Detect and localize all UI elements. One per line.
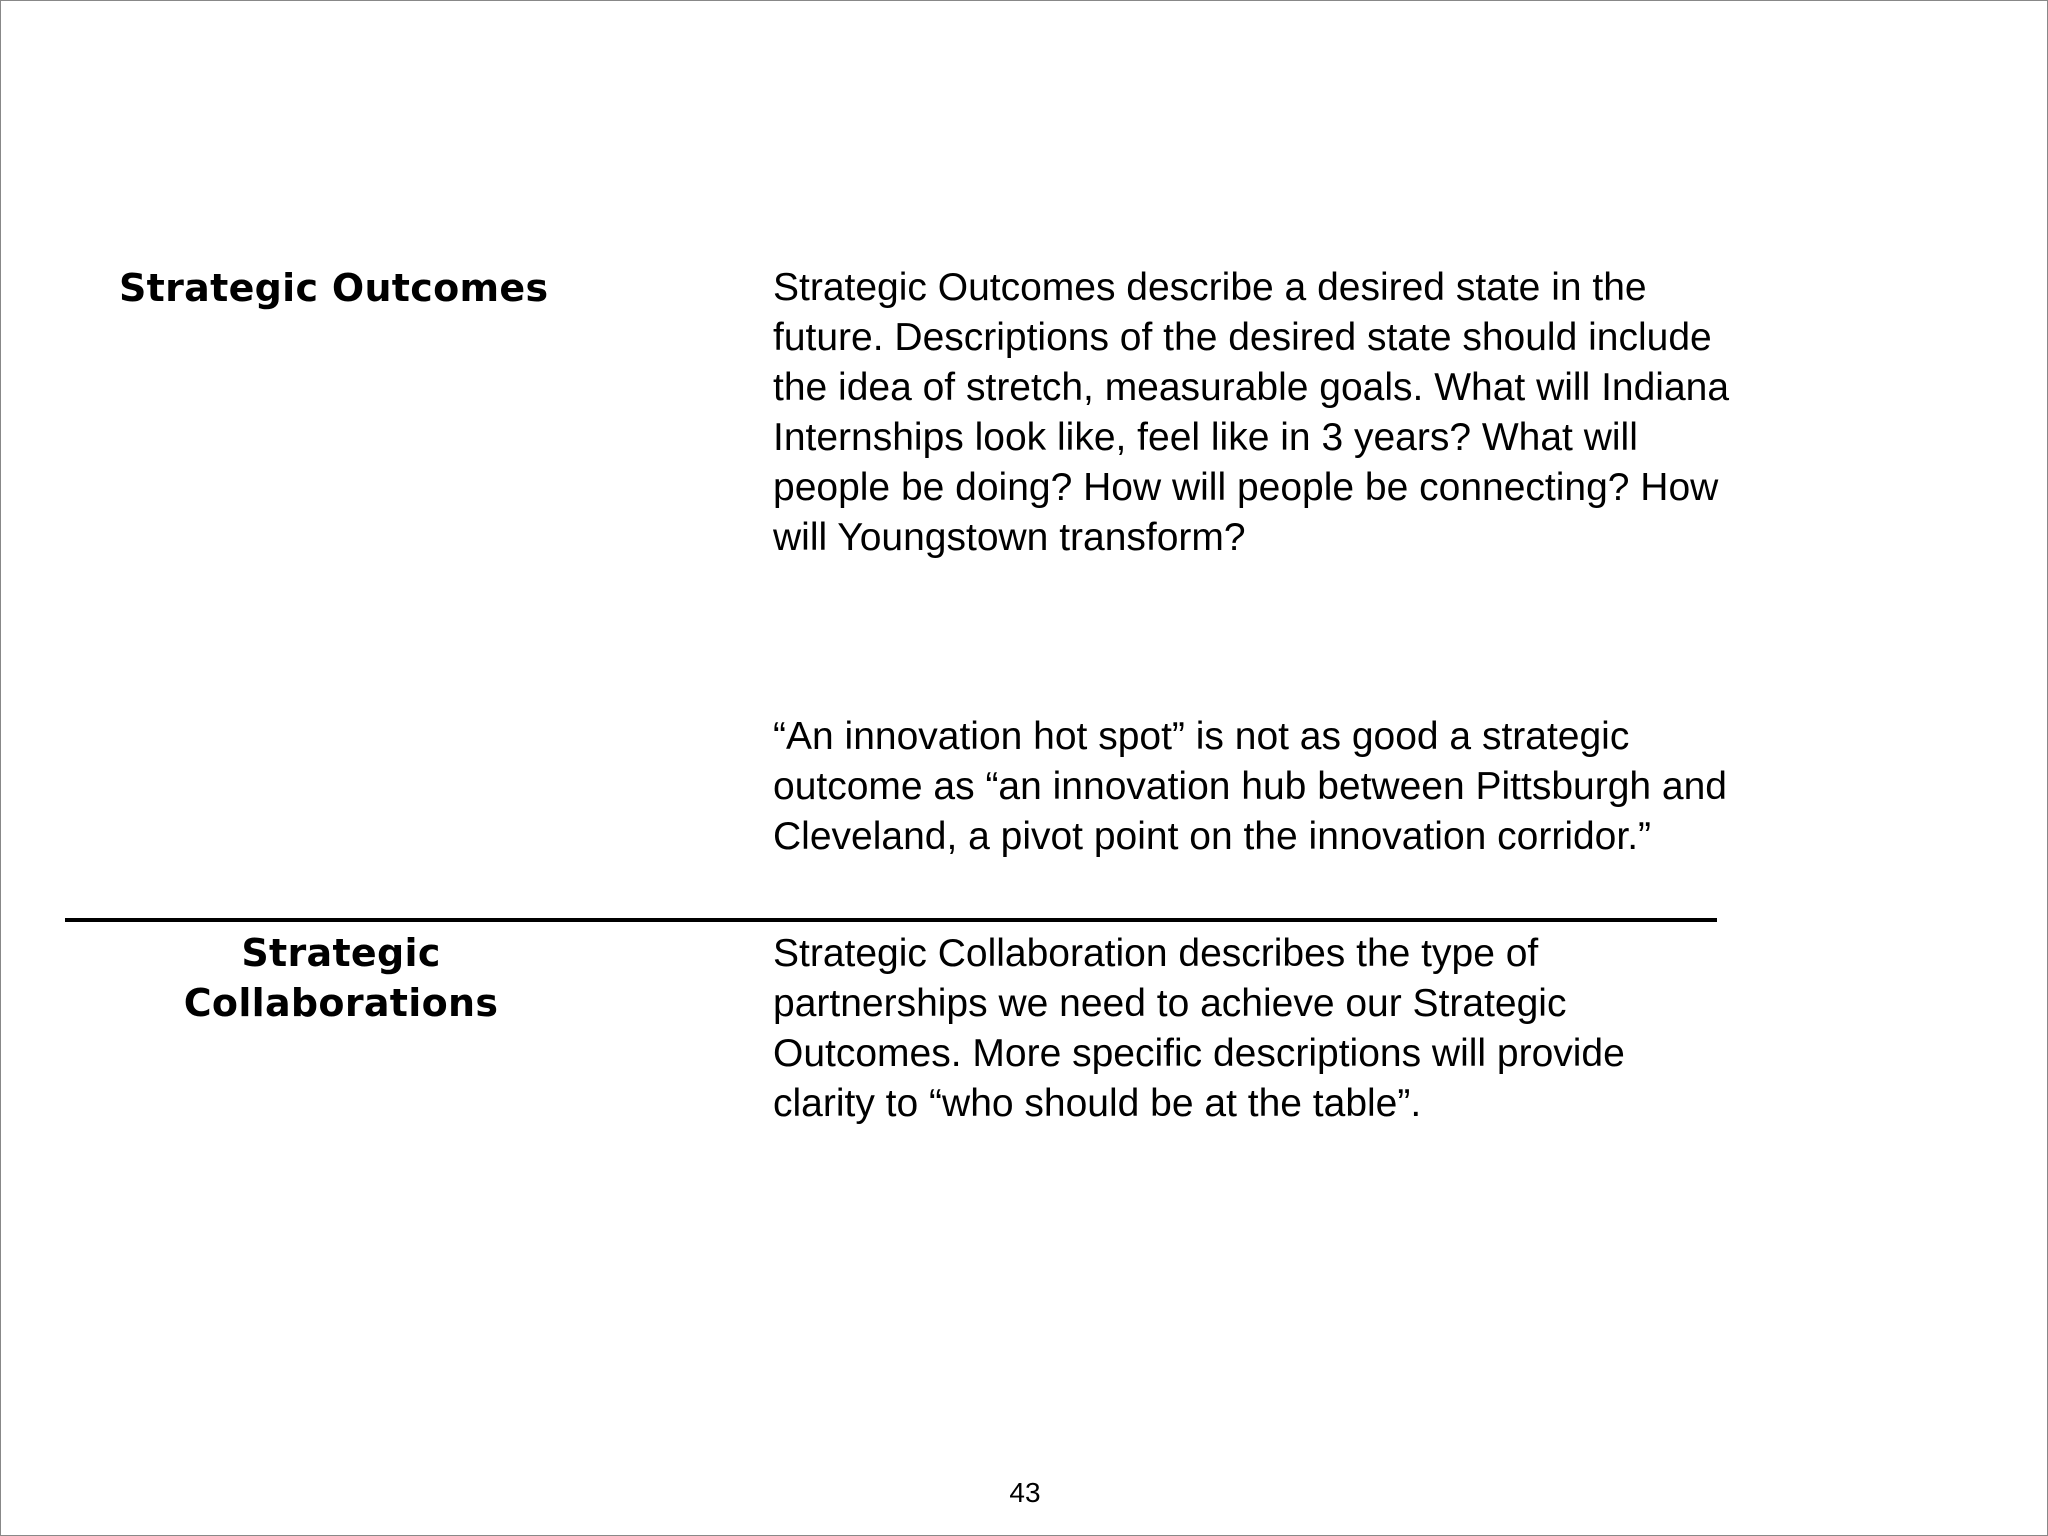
- strategic-outcomes-example: “An innovation hot spot” is not as good a strategic outcome as “an innovation hub between Pittsburgh and Cleveland, a pivot point on the innovation corridor.”: [773, 715, 1727, 858]
- strategic-collaborations-label: Strategic Collaborations: [183, 931, 499, 1025]
- strategic-outcomes-label: Strategic Outcomes: [119, 266, 549, 310]
- strategic-outcomes-description: Strategic Outcomes describe a desired state in the future. Descriptions of the desired state should include the idea of stretch, measurable goals. What will Indiana Internships look like, feel like in 3 years? What will people be doing? How will people be connecting? How will Youngstown transform?: [773, 266, 1730, 559]
- page-number: 43: [1009, 1477, 1041, 1508]
- strategic-collaborations-description: Strategic Collaboration describes the type of partnerships we need to achieve our Strategic Outcomes. More specific descriptions will provide clarity to “who should be at the table”.: [773, 932, 1625, 1125]
- section-divider: [65, 918, 1717, 922]
